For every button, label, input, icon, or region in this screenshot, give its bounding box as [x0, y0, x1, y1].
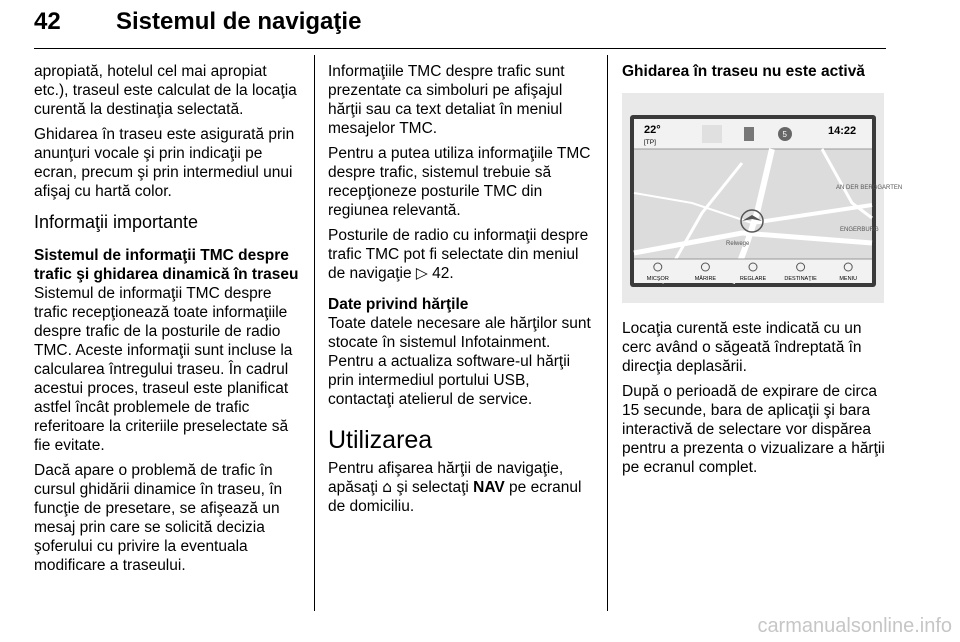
- paragraph: Toate datele necesare ale hărţilor sunt stocate în sistemul Infotainment. Pentru a actualiza software-ul hărţii prin intermediul portului USB, contactaţi atelierul de service.: [328, 315, 591, 408]
- page-reference-link[interactable]: 42.: [432, 265, 454, 282]
- phone-icon: [744, 127, 754, 141]
- navigation-map-svg: [622, 93, 903, 303]
- column-divider: [607, 55, 608, 611]
- badge-count: 5: [782, 130, 787, 139]
- tp-indicator: [TP]: [644, 139, 656, 146]
- paragraph: Locaţia curentă este indicată cu un cerc având o săgeată îndreptată în direcţia deplasării.: [622, 320, 862, 375]
- screen-button-label: DESTINAŢIE: [784, 276, 817, 282]
- column-2: [328, 62, 596, 522]
- column-1: [34, 62, 302, 581]
- screen-button-label: MICŞOR: [646, 276, 669, 282]
- page-title: Sistemul de navigaţie: [116, 8, 362, 35]
- column-divider: [314, 55, 315, 611]
- paragraph: [328, 226, 596, 283]
- subsection-heading: Sistemul de informaţii TMC despre trafic şi ghidarea dinamică în traseu: [34, 247, 299, 283]
- section-heading: Utilizarea: [328, 426, 433, 454]
- home-button-icon: ⌂: [382, 478, 393, 496]
- page-header: [34, 8, 886, 49]
- watermark: carmanualsonline.info: [757, 615, 952, 637]
- paragraph: Pentru a putea utiliza informaţiile TMC despre trafic, sistemul trebuie să recepţioneze posturile TMC din regiunea relevantă.: [328, 145, 591, 219]
- paragraph-text: şi selectaţi: [396, 479, 469, 496]
- screen-button-label: REGLARE: [739, 276, 767, 282]
- figure-heading: Ghidarea în traseu nu este activă: [622, 63, 865, 80]
- temperature-readout: 22°: [644, 124, 661, 136]
- paragraph: Ghidarea în traseu este asigurată prin anunţuri vocale şi prin indicaţii pe ecran, precum şi prin intermediul unui afişaj cu hartă color.: [34, 126, 295, 200]
- screen-button-label: MĂRIRE: [694, 276, 717, 282]
- navigation-screen-illustration: [622, 93, 903, 303]
- screen-button-label: MENIU: [839, 276, 858, 282]
- nav-key-label: NAV: [473, 479, 505, 496]
- paragraph: Sistemul de informaţii TMC despre trafic recepţionează toate informaţiile despre trafic de la posturile de radio TMC. Aceste informaţii sunt incluse la calcularea întregului traseu. În cadrul acestui proces, traseul este planificat astfel încât problemele de trafic referitoare la criteriile preselectate să fie evitate.: [34, 285, 293, 454]
- paragraph: Dacă apare o problemă de trafic în cursul ghidării dinamice în traseu, în funcţie de presetare, se afişează un mesaj prin care se solicită decizia şoferului cu privire la eventuala modificare a traseului.: [34, 462, 283, 574]
- street-label: AN DER BERGGARTEN: [836, 185, 903, 191]
- paragraph: [328, 459, 596, 516]
- street-label: ENGERBURG: [840, 227, 879, 233]
- section-heading: Informaţii importante: [34, 212, 199, 232]
- place-label: Relwege: [726, 241, 750, 247]
- page-reference-arrow-icon: ▷: [415, 264, 428, 282]
- paragraph-text: Posturile de radio cu informaţii despre trafic TMC pot fi selectate din meniul de navigaţie: [328, 227, 589, 282]
- clock: 14:22: [828, 125, 857, 137]
- paragraph-text: pe ecranul de domiciliu.: [328, 479, 582, 515]
- paragraph: Informaţiile TMC despre trafic sunt prezentate ca simboluri pe afişajul hărţii sau ca text detaliat în meniul mesajelor TMC.: [328, 63, 565, 137]
- paragraph: apropiată, hotelul cel mai apropiat etc.), traseul este calculat de la locaţia curentă la destinaţia selectată.: [34, 63, 297, 118]
- paragraph: După o perioadă de expirare de circa 15 secunde, bara de aplicaţii şi bara interactivă de selectare vor dispărea pentru a prezenta o vizualizare a hărţii pe ecranul complet.: [622, 383, 885, 476]
- app-icon: [702, 125, 722, 143]
- subsection-heading: Date privind hărţile: [328, 296, 469, 313]
- column-3: [622, 62, 903, 483]
- page-number: 42: [34, 8, 61, 35]
- paragraph-text: Pentru afişarea hărţii de navigaţie, apăsaţi: [328, 460, 564, 496]
